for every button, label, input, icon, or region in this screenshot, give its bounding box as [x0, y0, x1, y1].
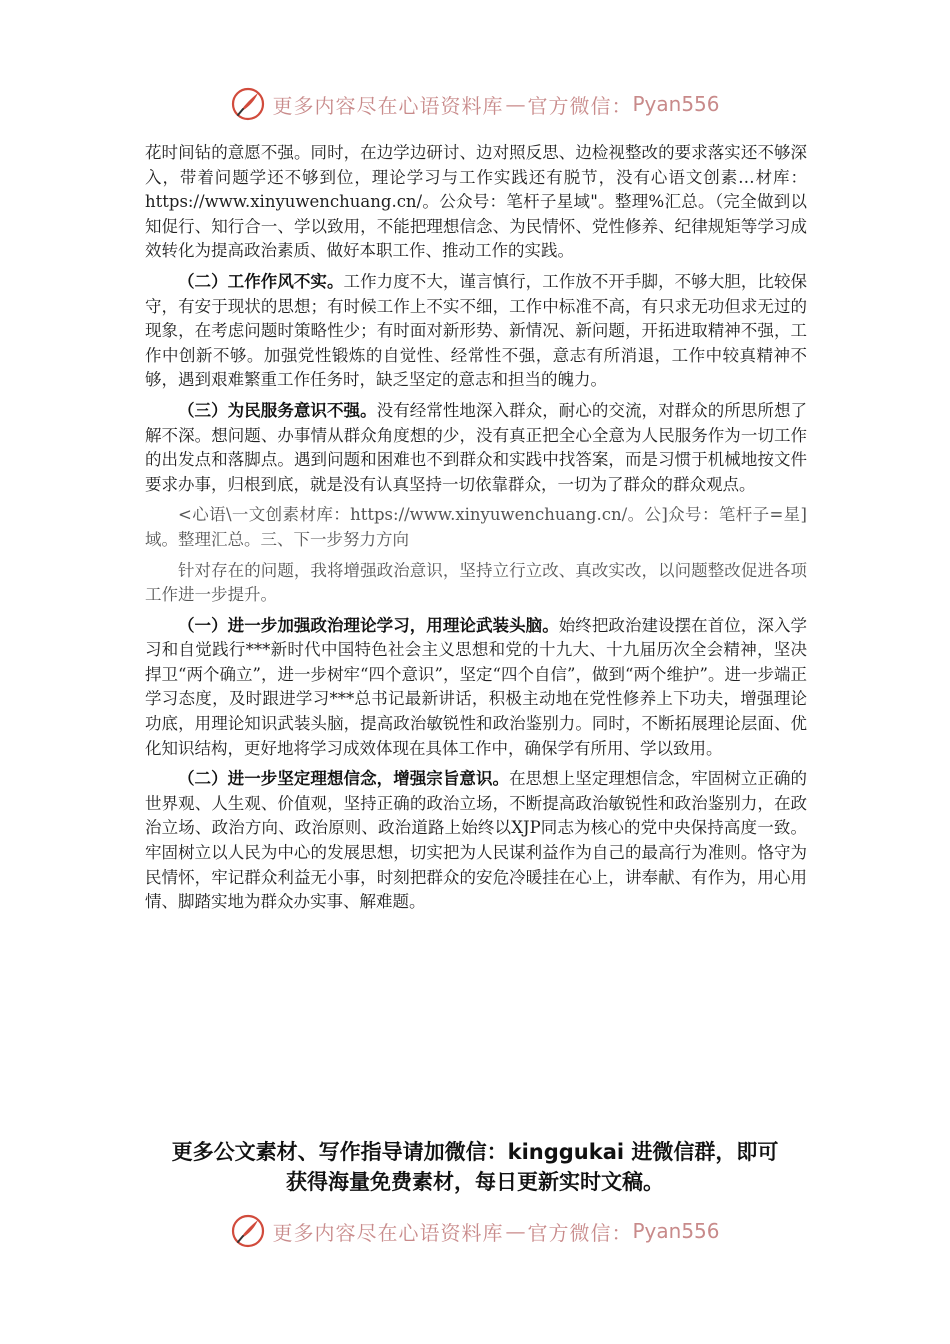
footer-banner	[0, 1211, 950, 1251]
paragraph-heading: （二）进一步坚定理想信念，增强宗旨意识。	[178, 769, 510, 789]
banner-suffix: 官方微信：	[527, 1220, 633, 1245]
paragraph	[145, 270, 807, 393]
paragraph-text: 花时间钻的意愿不强。同时，在边学边研讨、边对照反思、边检视整改的要求落实还不够深入，带着问题学还不够到位，理论学习与工作实践还有脱节，没有心语文创素…材库：https://www.xinyuwenchuang.cn/。公众号：笔杆子星域"。整理%汇总。（完全做到以知促行、知行合一、学以致用，不能把理想信念、为民情怀、党性修养、纪律规矩等学习成效转化为提高政治素质、做好本职工作、推动工作的实践。	[145, 143, 807, 261]
paragraph-text: <心语\一文创素材库：https://www.xinyuwenchuang.cn/。公]众号：笔杆子=星]域。整理汇总。三、下一步努力方向	[145, 505, 807, 549]
paragraph-text: 在思想上坚定理想信念，牢固树立正确的世界观、人生观、价值观，坚持正确的政治立场，不断提高政治敏锐性和政治鉴别力，在政治立场、政治方向、政治原则、政治道路上始终以XJP同志为核心的党中央保持高度一致。牢固树立以人民为中心的发展思想，切实把为人民谋利益作为自己的最高行为准则。恪守为民情怀，牢记群众利益无小事，时刻把群众的安危冷暖挂在心上，讲奉献、有作为，用心用情、脚踏实地为群众办实事、解难题。	[145, 769, 808, 912]
paragraph-text: 针对存在的问题，我将增强政治意识，坚持立行立改、真改实改，以问题整改促进各项工作进一步提升。	[145, 560, 807, 605]
paragraph	[145, 141, 807, 264]
paragraph	[145, 559, 807, 608]
promo-line: 更多公文素材、写作指导请加微信：kinggukai 进微信群，即可	[171, 1140, 779, 1164]
banner-suffix: 官方微信：	[527, 93, 633, 118]
banner-separator: —	[505, 1219, 526, 1243]
promo-notice	[120, 1137, 830, 1197]
paragraph-heading: （三）为民服务意识不强。	[178, 400, 377, 420]
banner-wechat-id: Pyan556	[632, 92, 720, 116]
banner-text: 更多内容尽在心语资料库	[272, 93, 504, 118]
paragraph-text: 始终把政治建设摆在首位，深入学习和自觉践行***新时代中国特色社会主义思想和党的十九大、十九届历次全会精神，坚决捍卫“两个确立”，进一步树牢“四个意识”，坚定“四个自信”，做到“两个维护”。进一步端正学习态度，及时跟进学习***总书记最新讲话，积极主动地在党性修养上下功夫，增强理论功底，用理论知识武装头脑，提高政治敏锐性和政治鉴别力。同时，不断拓展理论层面、优化知识结构，更好地将学习成效体现在具体工作中，确保学有所用、学以致用。	[145, 615, 808, 758]
promo-line: 获得海量免费素材，每日更新实时文稿。	[286, 1170, 664, 1194]
header-banner	[0, 84, 950, 124]
quill-logo-icon	[230, 86, 266, 122]
paragraph	[145, 399, 807, 497]
paragraph-text: 没有经常性地深入群众，耐心的交流，对群众的所思所想了解不深。想问题、办事情从群众角度想的少，没有真正把全心全意为人民服务作为一切工作的出发点和落脚点。遇到问题和困难也不到群众和实践中找答案，而是习惯于机械地按文件要求办事，归根到底，就是没有认真坚持一切依靠群众，一切为了群众的群众观点。	[145, 400, 808, 494]
document-body	[145, 141, 807, 915]
banner-separator: —	[505, 92, 526, 116]
watermark-paragraph	[145, 503, 807, 552]
banner-text: 更多内容尽在心语资料库	[272, 1220, 504, 1245]
paragraph-heading: （二）工作作风不实。	[178, 271, 344, 291]
paragraph-heading: （一）进一步加强政治理论学习，用理论武装头脑。	[178, 615, 559, 635]
paragraph-text: 工作力度不大，谨言慎行，工作放不开手脚，不够大胆，比较保守，有安于现状的思想；有时候工作上不实不细，工作中标准不高，有只求无功但求无过的现象，在考虑问题时策略性少；有时面对新形势、新情况、新问题，开拓进取精神不强，工作中创新不够。加强党性锻炼的自觉性、经常性不强，意志有所消退，工作中较真精神不够，遇到艰难繁重工作任务时，缺乏坚定的意志和担当的魄力。	[145, 271, 808, 390]
paragraph	[145, 614, 807, 762]
quill-logo-icon	[230, 1213, 266, 1249]
paragraph	[145, 767, 807, 915]
banner-wechat-id: Pyan556	[632, 1219, 720, 1243]
